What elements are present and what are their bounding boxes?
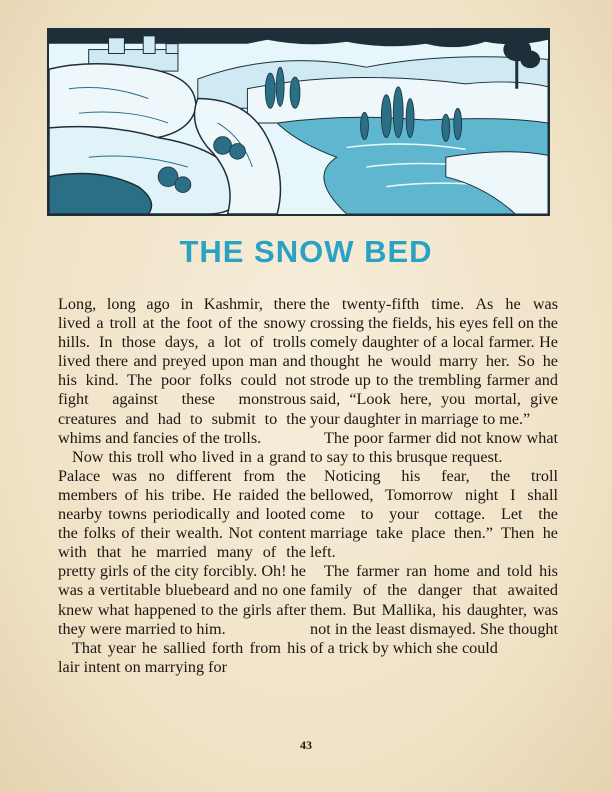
paragraph: That year he sallied forth from his lair intent on marrying for: [58, 638, 306, 676]
paragraph: Now this troll who lived in a grand Palace was no different from the members of his tribe. He raided the nearby towns periodically and looted the folks of their wealth. Not content with that he married many of the pretty girls of the city forcibly. Oh! he was a vertitable bluebeard and no one knew what happened to the girls after they were married to him.: [58, 447, 306, 638]
paragraph: Long, long ago in Kashmir, there lived a troll at the foot of the snowy hills. In those days, a lot of trolls lived there and preyed upon man and his kind. The poor folks could not fight against these monstrous creatures and had to submit to the whims and fancies of the trolls.: [58, 295, 306, 447]
paragraph: The farmer ran home and told his family of the danger that awaited them. But Mallika, his daughter, was not in the least dismayed. She thought of a trick by which she could: [310, 562, 558, 657]
story-title: THE SNOW BED: [179, 234, 433, 269]
paragraph: the twenty-fifth time. As he was crossing the fields, his eyes fell on the comely daughter of a local farmer. He thought he would marry her. So he strode up to the trembling farmer and said, “Look here, you mortal, give your daughter in marriage to me.”: [310, 295, 558, 428]
text-column-left: [58, 295, 306, 677]
text-column-right: [310, 295, 558, 658]
page-number: 43: [300, 738, 312, 752]
winter-landscape-illustration: [47, 28, 550, 216]
paragraph: The poor farmer did not know what to say to this brusque request.: [310, 428, 558, 466]
landscape-icon: [49, 30, 548, 214]
paragraph: Noticing his fear, the troll bellowed, Tomorrow night I shall come to your cottage. Let the marriage take place then.” Then he left.: [310, 466, 558, 562]
